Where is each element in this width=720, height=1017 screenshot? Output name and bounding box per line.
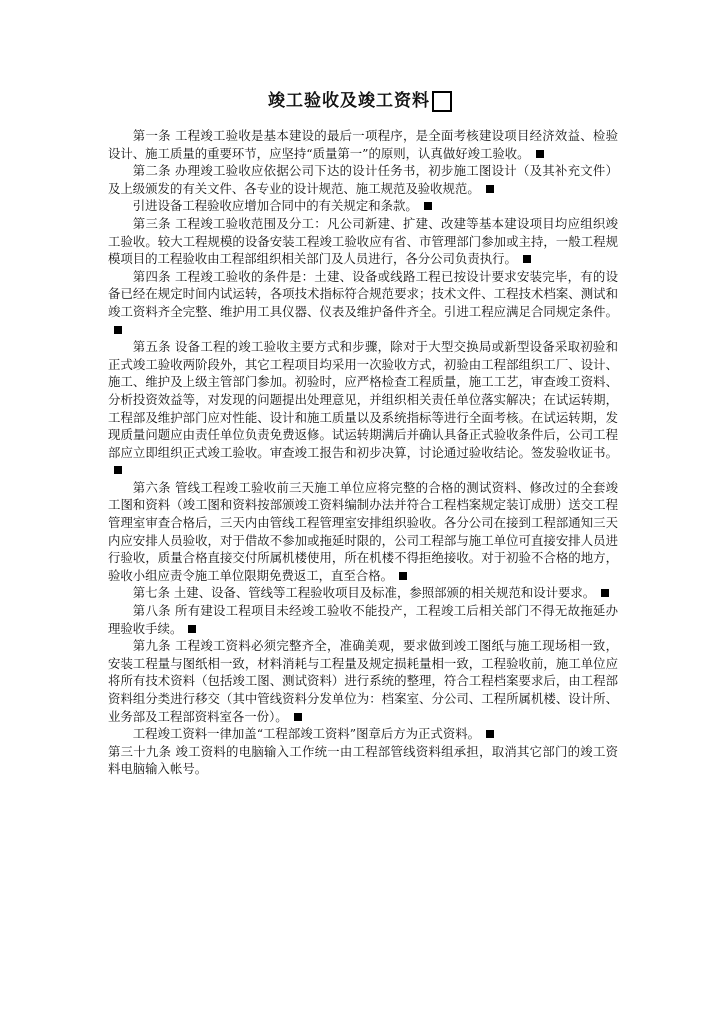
end-square-icon [188, 625, 196, 633]
paragraph-11 [108, 725, 618, 743]
paragraph-text: 第三十九条 竣工资料的电脑输入工作统一由工程部管线资料组承担，取消其它部门的竣工资料电脑输入帐号。 [108, 743, 618, 777]
paragraph-12 [108, 743, 618, 778]
paragraph-text: 工程竣工资料一律加盖“工程部竣工资料”图章后方为正式资料。 [132, 726, 481, 742]
document-title: 竣工验收及竣工资料 [268, 91, 430, 111]
paragraph-4 [108, 215, 618, 268]
document-body [108, 127, 618, 778]
end-square-icon [523, 255, 531, 263]
paragraph-text: 第四条 工程竣工验收的条件是：土建、设备或线路工程已按设计要求安装完毕，有的设备已经在规定时间内试运转，各项技术指标符合规范要求；技术文件、工程技术档案、测试和竣工资料齐全完整、维护用工具仪器、仪表及维护备件齐全。引进工程应满足合同规定条件。 [108, 268, 618, 319]
end-square-icon [424, 202, 432, 210]
title-box-icon [432, 91, 452, 112]
end-square-icon [486, 185, 494, 193]
paragraph-6 [108, 338, 618, 479]
paragraph-1 [108, 127, 618, 162]
paragraph-text: 引进设备工程验收应增加合同中的有关规定和条款。 [132, 198, 418, 214]
paragraph-text: 第六条 管线工程竣工验收前三天施工单位应将完整的合格的测试资料、修改过的全套竣工图和资料（竣工图和资料按部颁竣工资料编制办法并符合工程档案规定装订成册）送交工程管理室审查合格后，三天内由管线工程管理室安排组织验收。各分公司在接到工程部通知三天内应安排人员验收，对于借故不参加或拖延时限的，公司工程部与施工单位可直接安排人员进行验收，质量合格直接交付所属机楼使用，所在机楼不得拒绝接收。对于初验不合格的地方，验收小组应责令施工单位限期免费返工，直至合格。 [108, 479, 618, 583]
paragraph-8 [108, 584, 618, 602]
paragraph-10 [108, 637, 618, 725]
paragraph-text: 第三条 工程竣工验收范围及分工：凡公司新建、扩建、改建等基本建设项目均应组织竣工验收。较大工程规模的设备安装工程竣工验收应有省、市管理部门参加或主持，一般工程规模项目的工程验收由工程部组织相关部门及人员进行，各分公司负责执行。 [108, 215, 618, 267]
paragraph-5 [108, 268, 618, 338]
end-square-icon [601, 589, 609, 597]
end-square-icon [114, 466, 122, 474]
paragraph-2 [108, 162, 618, 197]
end-square-icon [486, 730, 494, 738]
end-square-icon [536, 150, 544, 158]
paragraph-text: 第五条 设备工程的竣工验收主要方式和步骤，除对于大型交换局或新型设备采取初验和正式竣工验收两阶段外，其它工程项目均采用一次验收方式，初验由工程部组织工厂、设计、施工、维护及上级主管部门参加。初验时，应严格检查工程质量，施工工艺，审查竣工资料、分析投资效益等，对发现的问题提出处理意见，并组织相关责任单位落实解决；在试运转期，工程部及维护部门应对性能、设计和施工质量以及系统指标等进行全面考核。在试运转期，发现质量问题应由责任单位负责免费返修。试运转期满后并确认具备正式验收条件后，公司工程部应立即组织正式竣工验收。审查竣工报告和初步决算，讨论通过验收结论。签发验收证书。 [108, 339, 618, 460]
paragraph-text: 第七条 土建、设备、管线等工程验收项目及标准，参照部颁的相关规范和设计要求。 [132, 585, 596, 601]
end-square-icon [399, 572, 407, 580]
paragraph-text: 第八条 所有建设工程项目未经竣工验收不能投产，工程竣工后相关部门不得无故拖延办理验收手续。 [108, 603, 618, 636]
paragraph-9 [108, 602, 618, 637]
paragraph-text: 第二条 办理竣工验收应依据公司下达的设计任务书，初步施工图设计（及其补充文件）及上级颁发的有关文件、各专业的设计规范、施工规范及验收规范。 [108, 163, 618, 196]
paragraph-3 [108, 197, 618, 215]
end-square-icon [294, 713, 302, 721]
paragraph-text: 第九条 工程竣工资料必须完整齐全，准确美观，要求做到竣工图纸与施工现场相一致，安装工程量与图纸相一致，材料消耗与工程量及规定损耗量相一致，工程验收前，施工单位应将所有技术资料（包括竣工图、测试资料）进行系统的整理，符合工程档案要求后，由工程部资料组分类进行移交（其中管线资料分发单位为：档案室、分公司、工程所属机楼、设计所、业务部及工程部资料室各一份）。 [108, 638, 618, 724]
paragraph-text: 第一条 工程竣工验收是基本建设的最后一项程序，是全面考核建设项目经济效益、检验设计、施工质量的重要环节，应坚持“质量第一”的原则，认真做好竣工验收。 [108, 128, 618, 161]
end-square-icon [114, 326, 122, 334]
document-title-row [0, 86, 720, 112]
paragraph-7 [108, 479, 618, 585]
